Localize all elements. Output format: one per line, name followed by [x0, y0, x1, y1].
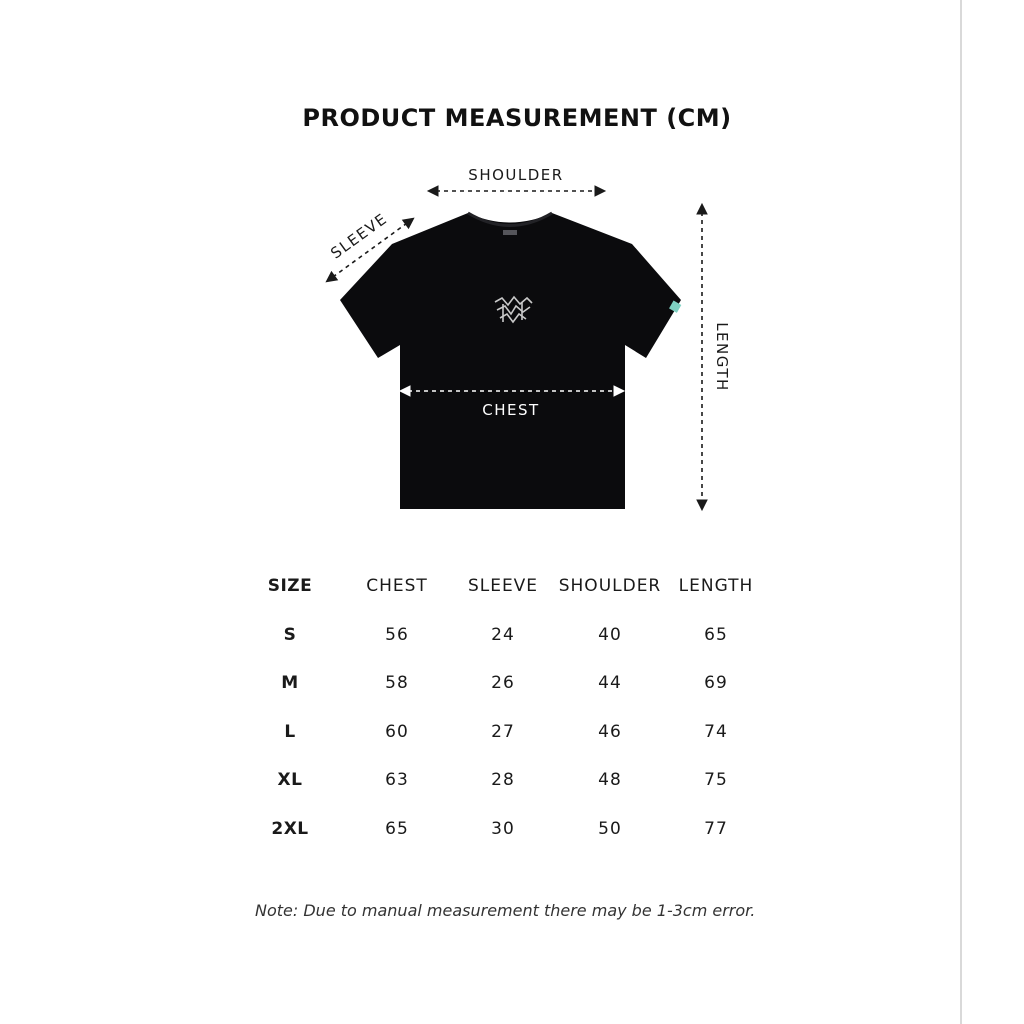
chest-cell: 65 [385, 818, 409, 839]
tshirt-illustration [340, 213, 681, 509]
neck-label [503, 230, 517, 235]
shoulder-cell: 48 [598, 770, 622, 791]
header-size: SIZE [267, 576, 313, 597]
shoulder-cell: 46 [598, 721, 622, 742]
size-cell: XL [277, 770, 303, 791]
length-cell: 75 [704, 770, 728, 791]
measurement-note: Note: Due to manual measurement there may be 1-3cm error. [255, 901, 756, 920]
sleeve-cell: 27 [491, 721, 515, 742]
chest-cell: 63 [385, 770, 409, 791]
chest-cell: 58 [385, 673, 409, 694]
length-cell: 65 [704, 624, 728, 645]
sleeve-cell: 26 [491, 673, 515, 694]
size-cell: 2XL [271, 818, 309, 839]
length-arrow [697, 204, 707, 510]
table-row [240, 756, 764, 805]
length-cell: 74 [704, 721, 728, 742]
table-row [240, 611, 764, 660]
chest-cell: 60 [385, 721, 409, 742]
shoulder-label: SHOULDER [468, 166, 564, 184]
shoulder-cell: 44 [598, 673, 622, 694]
chest-cell: 56 [385, 624, 409, 645]
chest-label: CHEST [482, 401, 540, 419]
table-row [240, 708, 764, 757]
table-row [240, 659, 764, 708]
sleeve-cell: 28 [491, 770, 515, 791]
shoulder-cell: 40 [598, 624, 622, 645]
header-chest: CHEST [366, 576, 428, 597]
size-chart-table [240, 562, 764, 853]
length-label: LENGTH [713, 322, 731, 392]
header-length: LENGTH [678, 576, 754, 597]
length-cell: 69 [704, 673, 728, 694]
size-cell: L [284, 721, 296, 742]
sleeve-cell: 30 [491, 818, 515, 839]
shoulder-arrow [428, 186, 605, 196]
shoulder-cell: 50 [598, 818, 622, 839]
length-cell: 77 [704, 818, 728, 839]
sleeve-label: SLEEVE [327, 209, 391, 263]
header-shoulder: SHOULDER [558, 576, 662, 597]
page-title: PRODUCT MEASUREMENT (CM) [302, 104, 732, 133]
sleeve-cell: 24 [491, 624, 515, 645]
size-cell: M [281, 673, 299, 694]
size-cell: S [283, 624, 297, 645]
table-header-row [240, 562, 764, 611]
table-row [240, 805, 764, 854]
header-sleeve: SLEEVE [467, 576, 539, 597]
